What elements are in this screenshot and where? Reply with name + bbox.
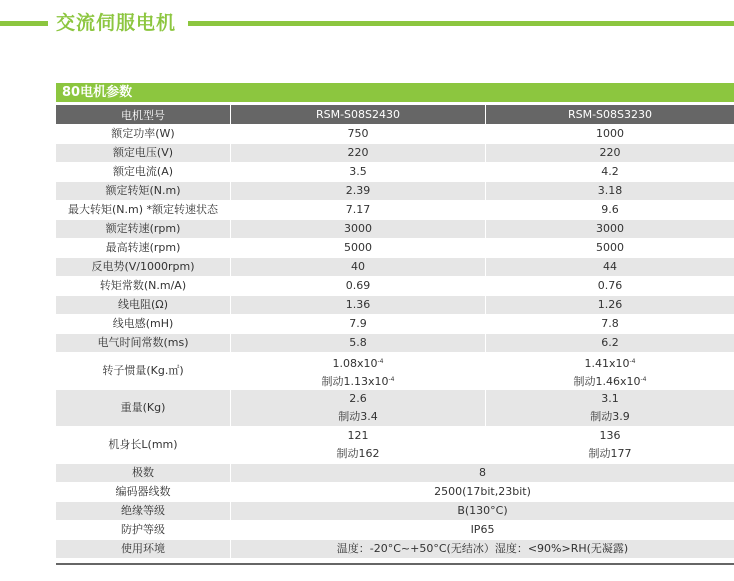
table-header-row [56,105,734,124]
value-line [231,353,485,371]
value-model-a: 220 [231,144,486,162]
value-model-a: 7.9 [231,315,486,333]
value-model-a: 5.8 [231,334,486,352]
value-line [486,445,734,463]
value-model-b: 9.6 [486,201,734,219]
value-text: 121 [347,429,369,442]
row-label: 额定电压(V) [56,144,231,162]
value-line [231,390,485,408]
row-label: 反电势(V/1000rpm) [56,258,231,276]
table-row [56,163,734,181]
value-line [486,408,734,426]
merged-value: 2500(17bit,23bit) [231,483,734,501]
value-text: 制动177 [588,447,632,460]
value-model-b: 3.18 [486,182,734,200]
row-label: 绝缘等级 [56,502,231,520]
value-line [486,427,734,445]
value-model-b [486,390,734,426]
value-model-a [231,353,486,389]
value-model-a: 40 [231,258,486,276]
table-row [56,502,734,520]
row-label: 防护等级 [56,521,231,539]
value-line [486,390,734,408]
row-label: 最大转矩(N.m) *额定转速状态 [56,201,231,219]
value-model-b: 7.8 [486,315,734,333]
table-row [56,334,734,352]
value-line [486,353,734,371]
value-model-b: 220 [486,144,734,162]
value-text: 制动3.4 [338,410,378,423]
row-label: 转子惯量(Kg.㎡) [56,353,231,389]
value-model-a: 750 [231,125,486,143]
row-label: 电气时间常数(ms) [56,334,231,352]
value-model-b [486,353,734,389]
table-row [56,220,734,238]
value-model-a: 3.5 [231,163,486,181]
value-text: 2.6 [349,392,367,405]
table-row [56,144,734,162]
table-row [56,315,734,333]
value-text: 1.08x10 [332,357,378,370]
table-row [56,540,734,558]
value-text: 136 [599,429,621,442]
row-label: 编码器线数 [56,483,231,501]
title-bar [0,9,734,37]
exponent: -4 [388,376,395,383]
title-bar-left-stripe [0,21,48,26]
exponent: -4 [629,358,636,365]
table-body [56,125,734,558]
exponent: -4 [640,376,647,383]
row-label: 线电感(mH) [56,315,231,333]
value-line [231,408,485,426]
value-model-a: 5000 [231,239,486,257]
value-model-b: 5000 [486,239,734,257]
value-text: 制动1.13x10 [321,375,389,388]
value-model-b: 3000 [486,220,734,238]
table-row [56,258,734,276]
header-cell-model-b: RSM-S08S3230 [486,105,734,124]
row-label: 机身长L(mm) [56,427,231,463]
value-text: 制动3.9 [590,410,630,423]
value-text: 制动162 [336,447,380,460]
value-model-b: 1.26 [486,296,734,314]
row-label: 使用环境 [56,540,231,558]
row-label: 重量(Kg) [56,390,231,426]
table-row [56,277,734,295]
row-label: 额定功率(W) [56,125,231,143]
table-row [56,521,734,539]
title-bar-right-stripe [188,21,734,26]
table-row [56,483,734,501]
value-model-a: 2.39 [231,182,486,200]
value-model-b: 6.2 [486,334,734,352]
table-row [56,427,734,463]
header-cell-model: 电机型号 [56,105,231,124]
section-header: 80电机参数 [56,83,734,102]
value-line [231,371,485,389]
value-line [231,427,485,445]
table-row [56,125,734,143]
row-label: 转矩常数(N.m/A) [56,277,231,295]
value-model-a: 7.17 [231,201,486,219]
value-model-a: 1.36 [231,296,486,314]
row-label: 额定电流(A) [56,163,231,181]
spec-table [56,104,734,559]
row-label: 额定转速(rpm) [56,220,231,238]
table-row [56,239,734,257]
value-model-b: 1000 [486,125,734,143]
value-line [486,371,734,389]
value-text: 制动1.46x10 [573,375,641,388]
row-label: 最高转速(rpm) [56,239,231,257]
table-row [56,390,734,426]
value-line [231,445,485,463]
value-model-b: 0.76 [486,277,734,295]
value-text: 3.1 [601,392,619,405]
value-model-a: 3000 [231,220,486,238]
value-text: 1.41x10 [584,357,630,370]
page-title: 交流伺服电机 [56,12,177,34]
value-model-a [231,427,486,463]
table-row [56,464,734,482]
row-label: 线电阻(Ω) [56,296,231,314]
table-row [56,201,734,219]
merged-value: 8 [231,464,734,482]
value-model-b [486,427,734,463]
value-model-a: 0.69 [231,277,486,295]
header-cell-model-a: RSM-S08S2430 [231,105,486,124]
exponent: -4 [377,358,384,365]
row-label: 极数 [56,464,231,482]
value-model-b: 4.2 [486,163,734,181]
merged-value: IP65 [231,521,734,539]
merged-value: 温度：-20°C~+50°C(无结冰）湿度：<90%>RH(无凝露) [231,540,734,558]
value-model-a [231,390,486,426]
value-model-b: 44 [486,258,734,276]
table-row [56,182,734,200]
bottom-rule [56,563,734,565]
table-row [56,353,734,389]
table-row [56,296,734,314]
merged-value: B(130°C) [231,502,734,520]
row-label: 额定转矩(N.m) [56,182,231,200]
